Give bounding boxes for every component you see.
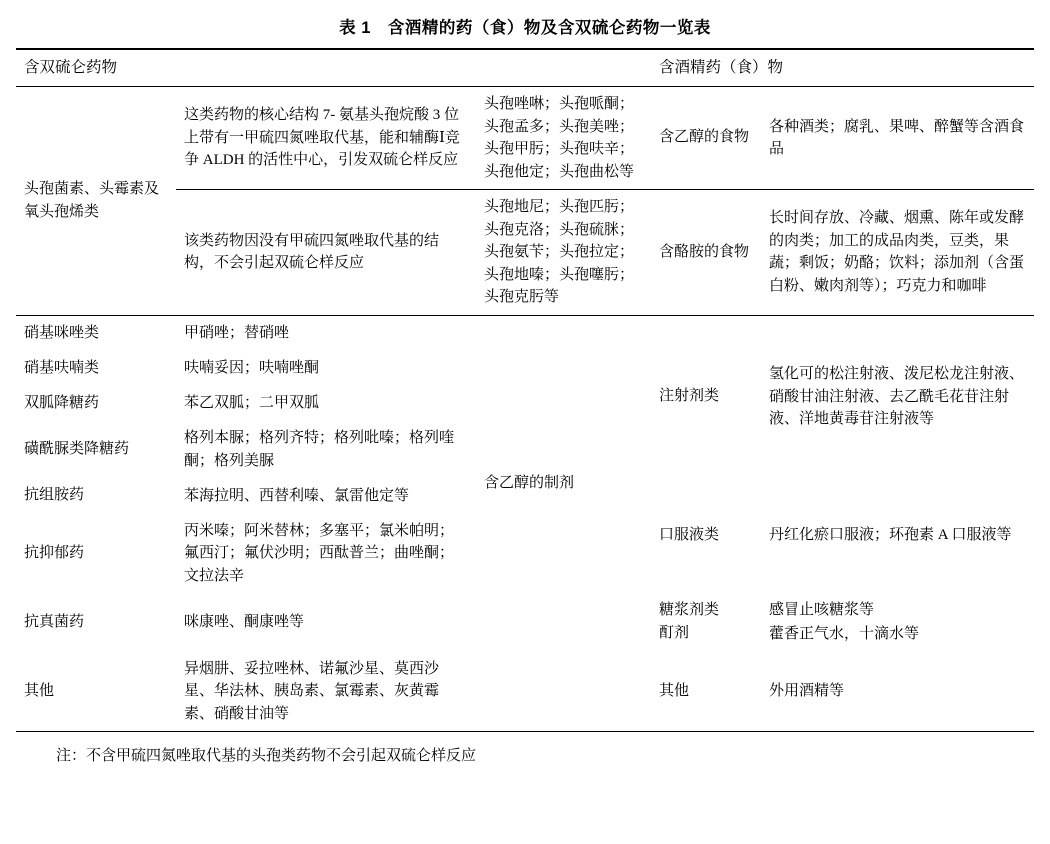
table-caption: 表 1 含酒精的药（食）物及含双硫仑药物一览表 [339, 19, 711, 37]
left-detail-sulfonylureas: 格列本脲；格列齐特；格列吡嗪；格列喹酮；格列美脲 [184, 430, 455, 469]
right-category-ethanol-foods: 含乙醇的食物 [659, 129, 750, 146]
table-row [16, 87, 1034, 190]
left-category-sulfonylureas: 磺酰脲类降糖药 [24, 441, 130, 458]
left-detail-antihistamines: 苯海拉明、西替利嗪、氯雷他定等 [184, 487, 410, 504]
right-detail-tinctures: 藿香正气水，十滴水等 [769, 625, 920, 642]
right-detail-oral-liquids: 丹红化瘀口服液；环孢素 A 口服液等 [769, 527, 1012, 544]
left-detail-cephalosporins-a: 这类药物的核心结构 7- 氨基头孢烷酸 3 位上带有一甲硫四氮唑取代基，能和辅酶Ⅰ竞争 ALDH 的活性中心，引发双硫仑样反应 [184, 107, 460, 169]
left-detail-antidepressants: 丙米嗪；阿米替林；多塞平；氯米帕明；氟西汀；氟伏沙明；西酞普兰；曲唑酮；文拉法辛 [184, 522, 455, 584]
right-category-syrups: 糖浆剂类 [659, 602, 720, 619]
left-category-others: 其他 [24, 682, 55, 699]
group-header-right: 含酒精药（食）物 [651, 49, 1034, 87]
left-category-nitrofurans: 硝基呋喃类 [24, 359, 100, 376]
right-category-injections: 注射剂类 [651, 315, 761, 478]
left-detail-biguanides: 苯乙双胍；二甲双胍 [184, 395, 320, 412]
right-detail-tyramine-foods: 长时间存放、冷藏、烟熏、陈年或发酵的肉类；加工的成品肉类，豆类，果蔬；剩饭；奶酪；饮料；添加剂（含蛋白粉、嫩肉剂等）；巧克力和咖啡 [761, 190, 1034, 316]
left-drugs-cephalosporins-a: 头孢唑啉；头孢哌酮；头孢孟多；头孢美唑；头孢甲肟；头孢呋辛；头孢他定；头孢曲松等 [484, 96, 635, 180]
right-detail-others: 外用酒精等 [769, 683, 845, 700]
left-detail-others: 异烟肼、妥拉唑林、诺氟沙星、莫西沙星、华法林、胰岛素、氯霉素、灰黄霉素、硝酸甘油等 [184, 660, 440, 722]
right-category-oral-liquids: 口服液类 [659, 527, 720, 544]
middle-span-ethanol-preparations: 含乙醇的制剂 [476, 315, 651, 652]
table-row [16, 652, 1034, 732]
right-detail-syrups: 感冒止咳糖浆等 [769, 602, 875, 619]
table-group-header-row [16, 49, 1034, 87]
left-category-antihistamines: 抗组胺药 [24, 487, 85, 504]
main-table [16, 48, 1034, 732]
left-detail-antifungals: 咪康唑、酮康唑等 [184, 614, 305, 631]
left-detail-nitrofurans: 呋喃妥因；呋喃唑酮 [184, 360, 320, 377]
left-category-biguanides: 双胍降糖药 [24, 395, 100, 412]
left-detail-cephalosporins-b: 该类药物因没有甲硫四氮唑取代基的结构，不会引起双硫仑样反应 [176, 190, 476, 316]
left-category-antidepressants: 抗抑郁药 [24, 544, 85, 561]
group-header-left: 含双硫仑药物 [16, 49, 651, 87]
left-category-cephalosporins: 头孢菌素、头霉素及氧头孢烯类 [24, 180, 160, 220]
left-category-nitroimidazoles: 硝基咪唑类 [16, 315, 176, 351]
right-category-tyramine-foods: 含酪胺的食物 [651, 190, 761, 316]
right-detail-injections: 氢化可的松注射液、泼尼松龙注射液、硝酸甘油注射液、去乙酰毛花苷注射液、洋地黄毒苷注射液等 [761, 315, 1034, 478]
left-category-antifungals: 抗真菌药 [24, 613, 85, 630]
left-detail-nitroimidazoles: 甲硝唑；替硝唑 [176, 315, 476, 351]
right-detail-ethanol-foods: 各种酒类；腐乳、果啤、醉蟹等含酒食品 [769, 118, 1025, 158]
right-category-others: 其他 [659, 682, 690, 699]
middle-empty-cell [476, 652, 651, 732]
right-category-tinctures: 酊剂 [659, 625, 690, 642]
table-note: 注：不含甲硫四氮唑取代基的头孢类药物不会引起双硫仑样反应 [56, 748, 477, 765]
table-row [16, 315, 1034, 351]
left-drugs-cephalosporins-b: 头孢地尼；头孢匹肟；头孢克洛；头孢硫脒；头孢氨苄；头孢拉定；头孢地嗪；头孢噻肟；头孢克肟等 [476, 190, 651, 316]
